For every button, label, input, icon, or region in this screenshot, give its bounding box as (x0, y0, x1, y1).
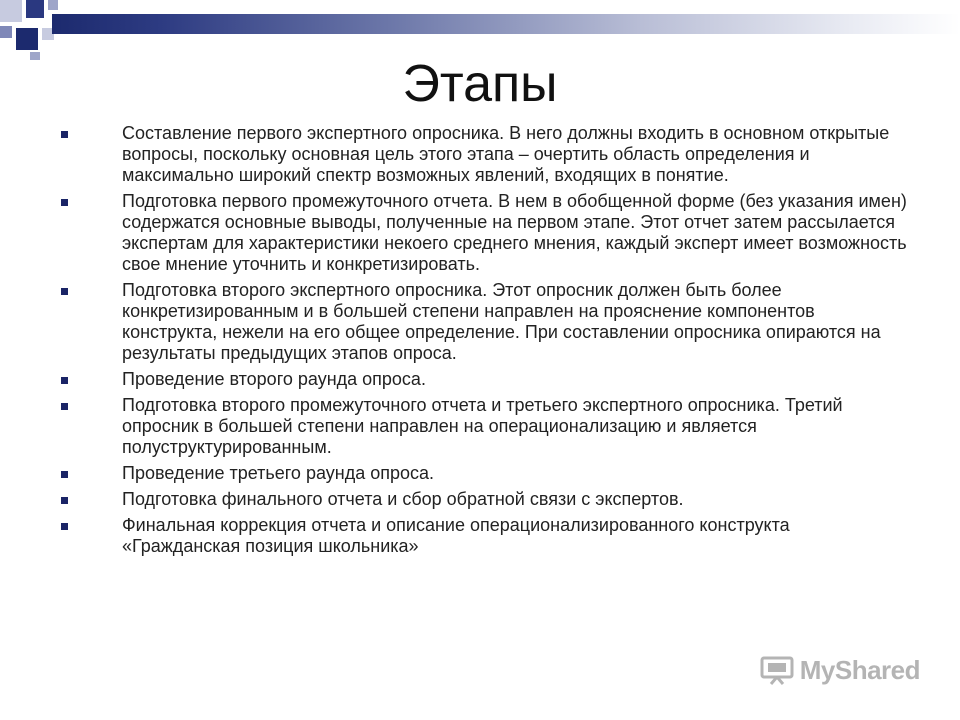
bullet-square-icon (61, 199, 68, 206)
bullet-list (58, 123, 908, 562)
list-item (58, 463, 908, 484)
watermark-text: MyShared (799, 654, 920, 685)
list-item (58, 395, 908, 458)
watermark (760, 650, 920, 690)
list-item (58, 489, 908, 510)
list-item-text: Финальная коррекция отчета и описание операционализированного конструкта «Гражданская позиция школьника» (122, 515, 790, 556)
bullet-square-icon (61, 403, 68, 410)
list-item-text: Подготовка первого промежуточного отчета. В нем в обобщенной форме (без указания имен) содержатся основные выводы, полученные на первом этапе. Этот отчет затем рассылается экспертам для характеристики некоего среднего мнения, каждый эксперт имеет возможность свое мнение уточнить и конкретизировать. (122, 191, 907, 274)
list-item-text: Составление первого экспертного опросника. В него должны входить в основном открытые вопросы, поскольку основная цель этого этапа – очертить область определения и максимально широкий спектр возможных явлений, входящих в понятие. (122, 123, 890, 185)
list-item-text: Подготовка финального отчета и сбор обратной связи с экспертов. (122, 489, 684, 509)
list-item (58, 123, 908, 186)
bullet-square-icon (61, 523, 68, 530)
list-item (58, 191, 908, 275)
bullet-square-icon (61, 497, 68, 504)
bullet-square-icon (61, 288, 68, 295)
bullet-square-icon (61, 471, 68, 478)
list-item-text: Проведение второго раунда опроса. (122, 369, 426, 389)
list-item-text: Проведение третьего раунда опроса. (122, 463, 435, 483)
list-item (58, 369, 908, 390)
bullet-square-icon (61, 131, 68, 138)
list-item-text: Подготовка второго экспертного опросника. Этот опросник должен быть более конкретизированным и в большей степени направлен на прояснение компонентов конструкта, нежели на его общее определение. При составлении опросника опираются на результаты предыдущих этапов опроса. (122, 280, 881, 363)
presentation-icon (760, 655, 794, 685)
list-item-text: Подготовка второго промежуточного отчета и третьего экспертного опросника. Третий опросник в большей степени направлен на операционализацию и является полуструктурированным. (122, 395, 843, 457)
header-gradient-bar (52, 14, 960, 34)
bullet-square-icon (61, 377, 68, 384)
slide-title: Этапы (402, 55, 558, 113)
list-item (58, 280, 908, 364)
list-item (58, 515, 908, 557)
